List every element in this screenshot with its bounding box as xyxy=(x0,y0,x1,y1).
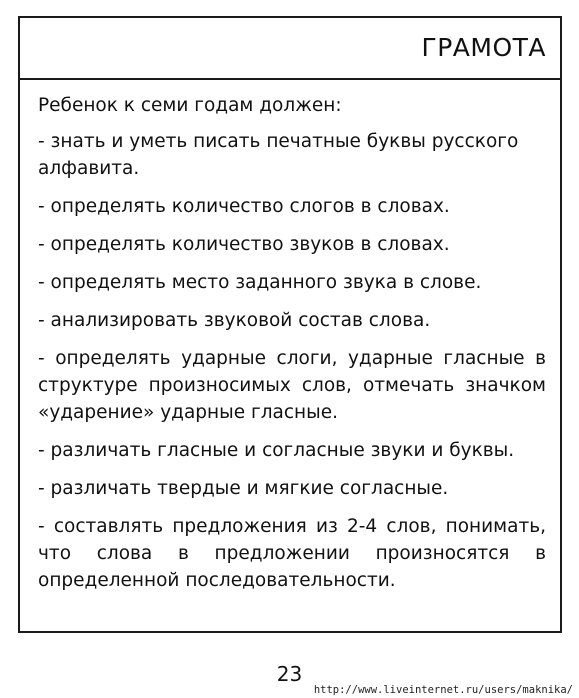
watermark-url: http://www.liveinternet.ru/users/maknika/ xyxy=(313,683,573,696)
list-item: - определять место заданного звука в слове. xyxy=(38,272,482,293)
section-title: ГРАМОТА xyxy=(421,33,546,62)
list-item: - различать твердые и мягкие согласные. xyxy=(38,478,449,499)
list-item: - различать гласные и согласные звуки и буквы. xyxy=(38,440,515,461)
page-number: 23 xyxy=(276,662,303,686)
intro-text: Ребенок к семи годам должен: xyxy=(38,95,342,116)
page-frame xyxy=(18,16,562,633)
list-item: - знать и уметь писать печатные буквы русского алфавита. xyxy=(38,131,519,179)
list-item: - анализировать звуковой состав слова. xyxy=(38,310,431,331)
list-item: - составлять предложения из 2-4 слов, понимать, что слова в предложении произносятся в определенной последовательности. xyxy=(38,516,546,591)
list-item: - определять количество звуков в словах. xyxy=(38,234,450,255)
header-divider xyxy=(20,78,560,80)
list-item: - определять ударные слоги, ударные гласные в структуре произносимых слов, отмечать значком «ударение» ударные гласные. xyxy=(38,348,546,423)
content-body xyxy=(38,92,546,605)
list-item: - определять количество слогов в словах. xyxy=(38,196,450,217)
